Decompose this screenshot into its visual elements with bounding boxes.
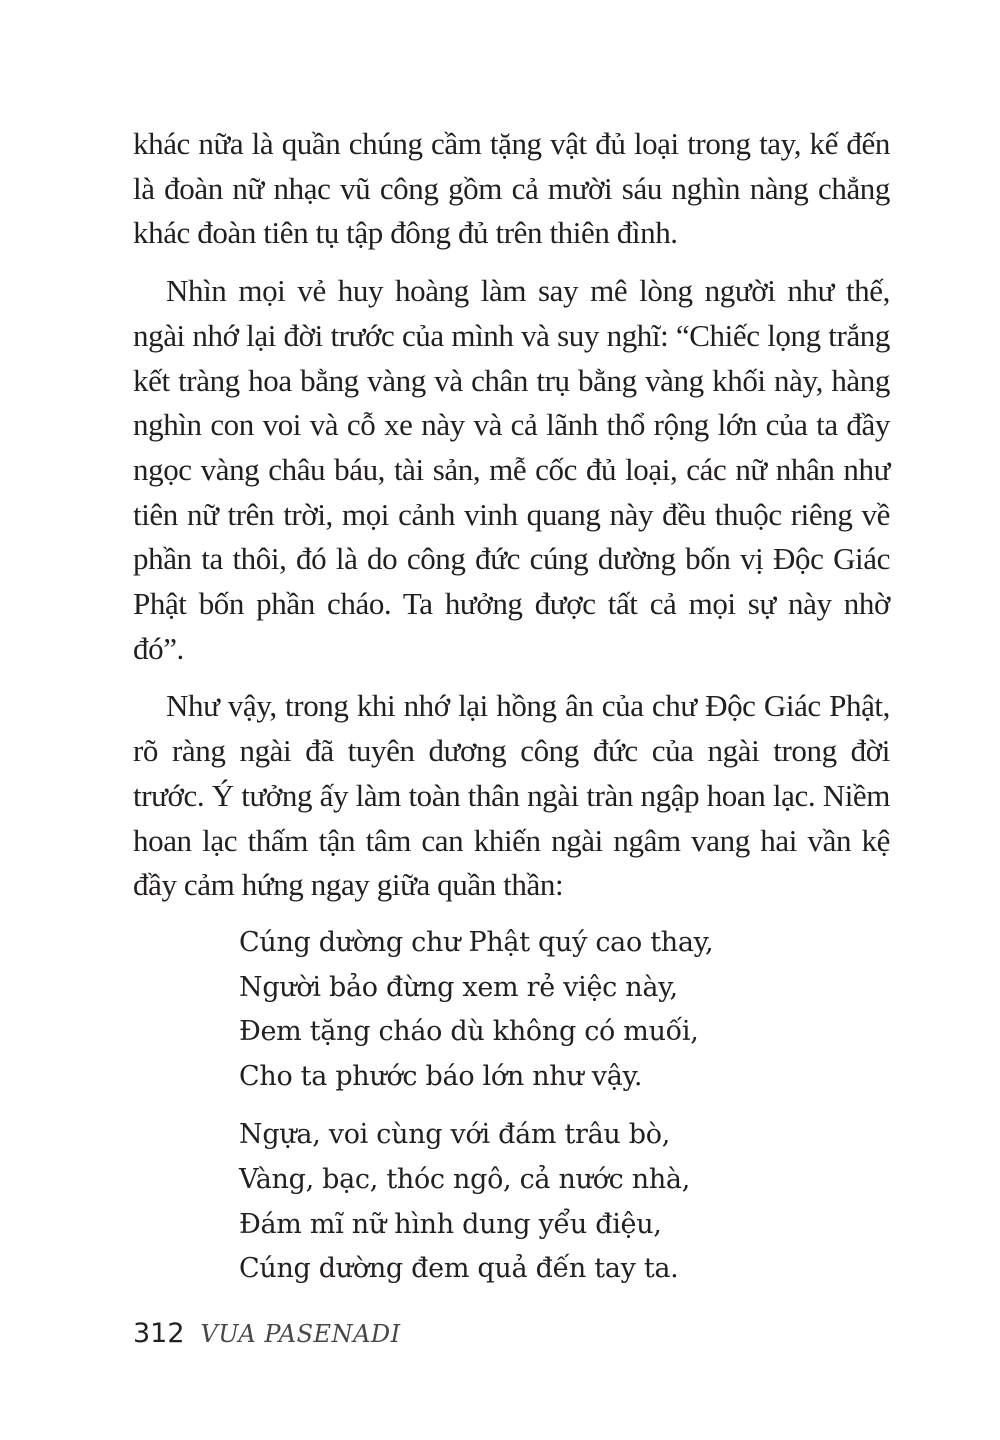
verse-line: Vàng, bạc, thóc ngô, cả nước nhà, [239,1163,691,1195]
paragraph-continuation: khác nữa là quần chúng cầm tặng vật đủ loại trong tay, kế đến là đoàn nữ nhạc vũ công gồm cả mười sáu nghìn nàng chẳng khác đoàn tiên tụ tập đông đủ trên thiên đình. [133,126,890,251]
page-body [133,122,890,1306]
verse-line: Đám mĩ nữ hình dung yểu điệu, [239,1208,662,1240]
verse-block [239,921,890,1292]
page-footer [133,1318,401,1349]
paragraph-rejoicing: Như vậy, trong khi nhớ lại hồng ân của chư Độc Giác Phật, rõ ràng ngài đã tuyên dương công đức của ngài trong đời trước. Ý tưởng ấy làm toàn thân ngài tràn ngập hoan lạc. Niềm hoan lạc thấm tận tâm can khiến ngài ngâm vang hai vần kệ đầy cảm hứng ngay giữa quần thần: [133,688,890,903]
verse-stanza-2 [239,1113,890,1291]
verse-line: Đem tặng cháo dù không có muối, [239,1016,699,1048]
verse-line: Người bảo đừng xem rẻ việc này, [239,971,678,1003]
paragraph-reflection: Nhìn mọi vẻ huy hoàng làm say mê lòng người như thế, ngài nhớ lại đời trước của mình và suy nghĩ: “Chiếc lọng trắng kết tràng hoa bằng vàng và chân trụ bằng vàng khối này, hàng nghìn con voi và cỗ xe này và cả lãnh thổ rộng lớn của ta đầy ngọc vàng châu báu, tài sản, mễ cốc đủ loại, các nữ nhân như tiên nữ trên trời, mọi cảnh vinh quang này đều thuộc riêng về phần ta thôi, đó là do công đức cúng dường bốn vị Độc Giác Phật bốn phần cháo. Ta hưởng được tất cả mọi sự này nhờ đó”. [133,273,890,666]
verse-line: Cho ta phước báo lớn như vậy. [239,1060,643,1092]
verse-line: Cúng dường đem quả đến tay ta. [239,1253,679,1285]
page-number: 312 [133,1318,185,1349]
verse-line: Cúng dường chư Phật quý cao thay, [239,926,714,958]
verse-line: Ngựa, voi cùng với đám trâu bò, [239,1119,670,1151]
running-title: VUA PASENADI [200,1320,401,1348]
verse-stanza-1 [239,921,890,1099]
